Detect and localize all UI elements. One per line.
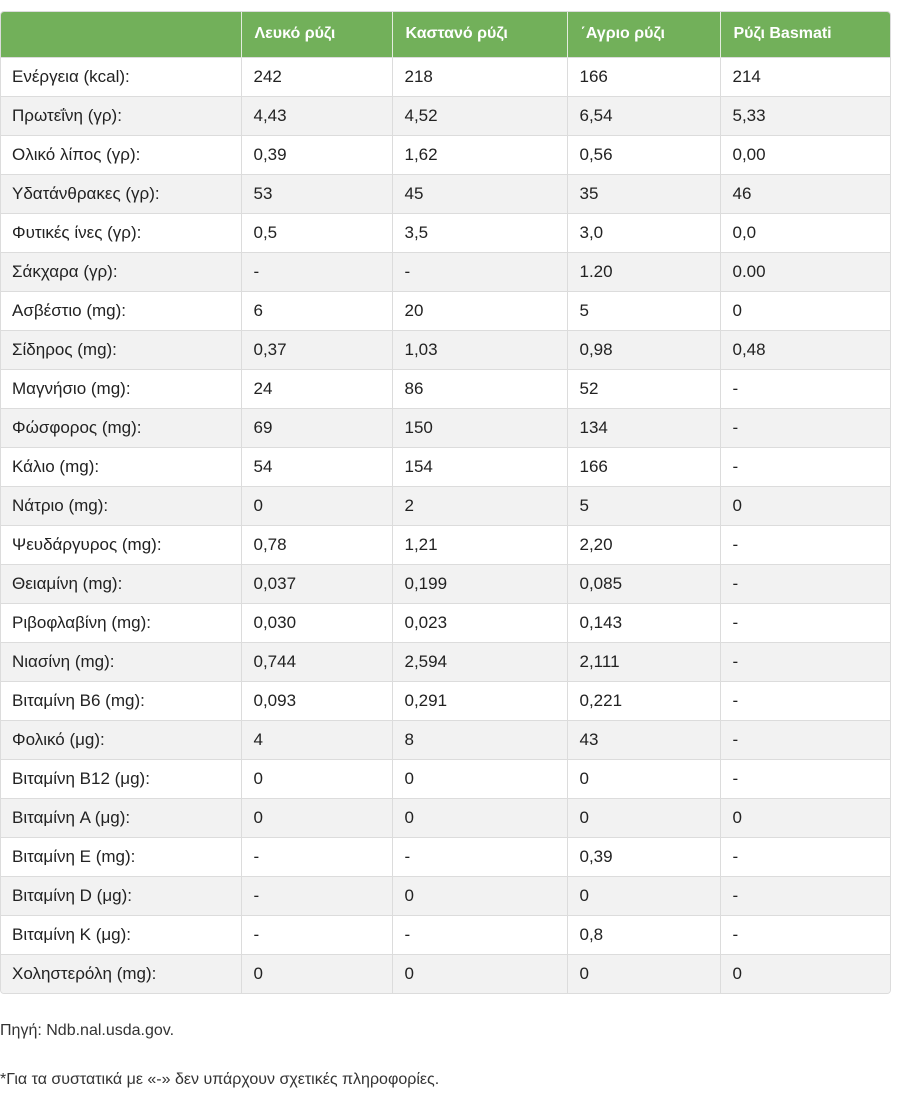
wild-rice-cell: 0,8 bbox=[567, 915, 720, 954]
table-row bbox=[1, 954, 891, 993]
footnote: *Για τα συστατικά με «-» δεν υπάρχουν σχετικές πληροφορίες. bbox=[0, 1071, 440, 1088]
table-row bbox=[1, 291, 891, 330]
white-rice-cell: 0,037 bbox=[241, 564, 392, 603]
table-row bbox=[1, 759, 891, 798]
white-rice-cell: - bbox=[241, 915, 392, 954]
brown-rice-cell: 0 bbox=[392, 759, 567, 798]
table-row bbox=[1, 720, 891, 759]
wild-rice-cell: 43 bbox=[567, 720, 720, 759]
basmati-rice-cell: 0 bbox=[720, 486, 891, 525]
nutrient-cell: Ασβέστιο (mg): bbox=[1, 291, 241, 330]
nutrient-cell: Ψευδάργυρος (mg): bbox=[1, 525, 241, 564]
wild-rice-cell: 2,111 bbox=[567, 642, 720, 681]
nutrient-cell: Ενέργεια (kcal): bbox=[1, 57, 241, 96]
nutrient-cell: Βιταμίνη B6 (mg): bbox=[1, 681, 241, 720]
white-rice-cell: 0 bbox=[241, 798, 392, 837]
source-note: Πηγή: Ndb.nal.usda.gov. bbox=[0, 1022, 175, 1039]
table-header-row bbox=[1, 12, 891, 57]
wild-rice-cell: 6,54 bbox=[567, 96, 720, 135]
table-row bbox=[1, 564, 891, 603]
brown-rice-cell: 1,62 bbox=[392, 135, 567, 174]
basmati-rice-cell: - bbox=[720, 447, 891, 486]
table-row bbox=[1, 915, 891, 954]
nutrient-cell: Θειαμίνη (mg): bbox=[1, 564, 241, 603]
white-rice-cell: 54 bbox=[241, 447, 392, 486]
nutrient-cell: Βιταμίνη D (μg): bbox=[1, 876, 241, 915]
brown-rice-cell: 45 bbox=[392, 174, 567, 213]
white-rice-cell: 4 bbox=[241, 720, 392, 759]
white-rice-cell: 0 bbox=[241, 759, 392, 798]
brown-rice-cell: 20 bbox=[392, 291, 567, 330]
brown-rice-cell: 0,291 bbox=[392, 681, 567, 720]
basmati-rice-cell: 214 bbox=[720, 57, 891, 96]
nutrient-cell: Βιταμίνη K (μg): bbox=[1, 915, 241, 954]
table-row bbox=[1, 837, 891, 876]
table-row bbox=[1, 174, 891, 213]
basmati-rice-cell: 0,00 bbox=[720, 135, 891, 174]
basmati-rice-cell: - bbox=[720, 369, 891, 408]
brown-rice-cell: 4,52 bbox=[392, 96, 567, 135]
white-rice-cell: 0,093 bbox=[241, 681, 392, 720]
wild-rice-cell: 5 bbox=[567, 486, 720, 525]
table-row bbox=[1, 603, 891, 642]
basmati-rice-cell: - bbox=[720, 564, 891, 603]
wild-rice-cell: 35 bbox=[567, 174, 720, 213]
white-rice-cell: 6 bbox=[241, 291, 392, 330]
wild-rice-cell: 0,221 bbox=[567, 681, 720, 720]
nutrition-table bbox=[1, 12, 891, 993]
table-row bbox=[1, 135, 891, 174]
nutrient-cell: Βιταμίνη B12 (μg): bbox=[1, 759, 241, 798]
nutrient-cell: Βιταμίνη E (mg): bbox=[1, 837, 241, 876]
basmati-rice-cell: - bbox=[720, 915, 891, 954]
white-rice-cell: 0,37 bbox=[241, 330, 392, 369]
wild-rice-cell: 0,98 bbox=[567, 330, 720, 369]
basmati-rice-cell: 46 bbox=[720, 174, 891, 213]
wild-rice-cell: 0 bbox=[567, 954, 720, 993]
brown-rice-cell: 0,023 bbox=[392, 603, 567, 642]
table-row bbox=[1, 252, 891, 291]
white-rice-cell: 0,030 bbox=[241, 603, 392, 642]
table-row bbox=[1, 57, 891, 96]
wild-rice-cell: 166 bbox=[567, 447, 720, 486]
white-rice-cell: 0,78 bbox=[241, 525, 392, 564]
nutrient-cell: Ολικό λίπος (γρ): bbox=[1, 135, 241, 174]
brown-rice-cell: 154 bbox=[392, 447, 567, 486]
wild-rice-cell: 5 bbox=[567, 291, 720, 330]
header-cell-white-rice: Λευκό ρύζι bbox=[241, 12, 392, 57]
table-row bbox=[1, 798, 891, 837]
header-cell-basmati-rice: Ρύζι Basmati bbox=[720, 12, 891, 57]
table-row bbox=[1, 369, 891, 408]
wild-rice-cell: 0 bbox=[567, 798, 720, 837]
white-rice-cell: - bbox=[241, 876, 392, 915]
brown-rice-cell: 150 bbox=[392, 408, 567, 447]
header-cell-wild-rice: ΄Αγριο ρύζι bbox=[567, 12, 720, 57]
basmati-rice-cell: 0 bbox=[720, 291, 891, 330]
basmati-rice-cell: 0 bbox=[720, 954, 891, 993]
brown-rice-cell: 86 bbox=[392, 369, 567, 408]
wild-rice-cell: 166 bbox=[567, 57, 720, 96]
basmati-rice-cell: 0 bbox=[720, 798, 891, 837]
table-row bbox=[1, 681, 891, 720]
brown-rice-cell: 3,5 bbox=[392, 213, 567, 252]
nutrient-cell: Φώσφορος (mg): bbox=[1, 408, 241, 447]
table-row bbox=[1, 876, 891, 915]
basmati-rice-cell: - bbox=[720, 408, 891, 447]
table-row bbox=[1, 408, 891, 447]
table-row bbox=[1, 642, 891, 681]
white-rice-cell: 24 bbox=[241, 369, 392, 408]
brown-rice-cell: - bbox=[392, 915, 567, 954]
brown-rice-cell: - bbox=[392, 837, 567, 876]
white-rice-cell: 0,39 bbox=[241, 135, 392, 174]
brown-rice-cell: 1,03 bbox=[392, 330, 567, 369]
basmati-rice-cell: - bbox=[720, 759, 891, 798]
nutrient-cell: Σίδηρος (mg): bbox=[1, 330, 241, 369]
table-body bbox=[1, 57, 891, 993]
wild-rice-cell: 52 bbox=[567, 369, 720, 408]
nutrient-cell: Υδατάνθρακες (γρ): bbox=[1, 174, 241, 213]
basmati-rice-cell: - bbox=[720, 603, 891, 642]
header-cell-brown-rice: Καστανό ρύζι bbox=[392, 12, 567, 57]
table-row bbox=[1, 486, 891, 525]
basmati-rice-cell: - bbox=[720, 720, 891, 759]
nutrient-cell: Νιασίνη (mg): bbox=[1, 642, 241, 681]
brown-rice-cell: 0 bbox=[392, 876, 567, 915]
wild-rice-cell: 1.20 bbox=[567, 252, 720, 291]
nutrient-cell: Βιταμίνη A (μg): bbox=[1, 798, 241, 837]
wild-rice-cell: 0,143 bbox=[567, 603, 720, 642]
white-rice-cell: - bbox=[241, 252, 392, 291]
table-row bbox=[1, 96, 891, 135]
brown-rice-cell: 1,21 bbox=[392, 525, 567, 564]
brown-rice-cell: 218 bbox=[392, 57, 567, 96]
white-rice-cell: 0,5 bbox=[241, 213, 392, 252]
wild-rice-cell: 0,085 bbox=[567, 564, 720, 603]
white-rice-cell: 69 bbox=[241, 408, 392, 447]
table-row bbox=[1, 447, 891, 486]
basmati-rice-cell: - bbox=[720, 642, 891, 681]
white-rice-cell: 53 bbox=[241, 174, 392, 213]
basmati-rice-cell: - bbox=[720, 525, 891, 564]
basmati-rice-cell: - bbox=[720, 837, 891, 876]
wild-rice-cell: 2,20 bbox=[567, 525, 720, 564]
basmati-rice-cell: 0,48 bbox=[720, 330, 891, 369]
nutrient-cell: Πρωτεΐνη (γρ): bbox=[1, 96, 241, 135]
basmati-rice-cell: 0,0 bbox=[720, 213, 891, 252]
white-rice-cell: 0 bbox=[241, 954, 392, 993]
brown-rice-cell: 0 bbox=[392, 954, 567, 993]
basmati-rice-cell: - bbox=[720, 876, 891, 915]
nutrient-cell: Κάλιο (mg): bbox=[1, 447, 241, 486]
wild-rice-cell: 134 bbox=[567, 408, 720, 447]
brown-rice-cell: 8 bbox=[392, 720, 567, 759]
nutrient-cell: Μαγνήσιο (mg): bbox=[1, 369, 241, 408]
wild-rice-cell: 0,56 bbox=[567, 135, 720, 174]
white-rice-cell: 242 bbox=[241, 57, 392, 96]
table-row bbox=[1, 330, 891, 369]
brown-rice-cell: 2 bbox=[392, 486, 567, 525]
nutrient-cell: Ριβοφλαβίνη (mg): bbox=[1, 603, 241, 642]
header-cell-nutrient bbox=[1, 12, 241, 57]
basmati-rice-cell: 0.00 bbox=[720, 252, 891, 291]
wild-rice-cell: 0,39 bbox=[567, 837, 720, 876]
table-row bbox=[1, 213, 891, 252]
white-rice-cell: 4,43 bbox=[241, 96, 392, 135]
white-rice-cell: 0,744 bbox=[241, 642, 392, 681]
nutrient-cell: Χοληστερόλη (mg): bbox=[1, 954, 241, 993]
nutrient-cell: Φολικό (μg): bbox=[1, 720, 241, 759]
brown-rice-cell: 0 bbox=[392, 798, 567, 837]
nutrient-cell: Νάτριο (mg): bbox=[1, 486, 241, 525]
nutrition-table-container bbox=[0, 11, 891, 994]
wild-rice-cell: 3,0 bbox=[567, 213, 720, 252]
brown-rice-cell: 2,594 bbox=[392, 642, 567, 681]
nutrient-cell: Φυτικές ίνες (γρ): bbox=[1, 213, 241, 252]
table-row bbox=[1, 525, 891, 564]
basmati-rice-cell: 5,33 bbox=[720, 96, 891, 135]
brown-rice-cell: - bbox=[392, 252, 567, 291]
nutrient-cell: Σάκχαρα (γρ): bbox=[1, 252, 241, 291]
basmati-rice-cell: - bbox=[720, 681, 891, 720]
white-rice-cell: 0 bbox=[241, 486, 392, 525]
white-rice-cell: - bbox=[241, 837, 392, 876]
wild-rice-cell: 0 bbox=[567, 876, 720, 915]
brown-rice-cell: 0,199 bbox=[392, 564, 567, 603]
wild-rice-cell: 0 bbox=[567, 759, 720, 798]
